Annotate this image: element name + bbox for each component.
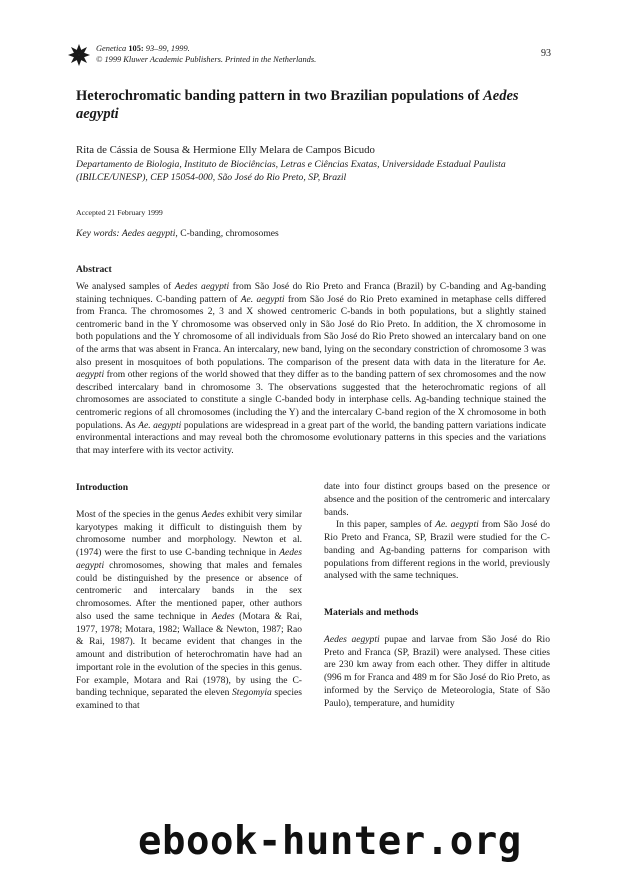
methods-species: Aedes aegypti [324, 633, 380, 645]
aim-species: Ae. aegypti [435, 519, 479, 531]
watermark: ebook-hunter.org [138, 819, 522, 864]
intro-genus: Aedes [201, 508, 225, 520]
right-column [324, 481, 550, 710]
intro-text: chromosomes, showing that males and females could be distinguished by the presence or absence of centromeric and intercalary bands in the sex chromosomes. After the mentioned paper, other authors also used the same technique in [76, 559, 302, 622]
title-text: Heterochromatic banding pattern in two Brazilian populations of [76, 88, 484, 104]
keywords-label: Key words: Aedes aegypti [76, 228, 176, 239]
aim-text: In this paper, samples of [336, 519, 436, 531]
intro-species: Aedes aegypti [76, 547, 302, 571]
intro-text: (Motara & Rai, 1977, 1978; Motara, 1982; Wallace & Newton, 1987; Rao & Rai, 1987). It became evident that changes in the amount and distribution of heterochromatin have had an important role in the evolution of the species in this genus. For example, Motara and Rai (1978), by using the C-banding technique, separated the eleven [76, 610, 303, 699]
methods-heading: Materials and methods [324, 607, 419, 618]
journal-name: Genetica [96, 44, 127, 53]
affiliation [76, 159, 546, 184]
abstract-species: Ae. aegypti [240, 293, 285, 305]
article-title [76, 88, 546, 123]
publisher-logo [68, 44, 90, 66]
page-number: 93 [541, 48, 551, 59]
left-column [76, 482, 302, 713]
intro-continued-paragraph: date into four distinct groups based on the presence or absence and the position of the centromeric and intercalary bands. [324, 481, 550, 518]
intro-aim-paragraph [324, 519, 550, 583]
abstract-species: Ae. aegypti [76, 356, 546, 381]
abstract-text: from other regions of the world showed that they differ as to the banding pattern of sex chromosomes and the now described intercalary band in chromosome 3. The observations suggested that the heterochromatic regions of all chromosomes are associated to constitute a single C-banded body in interphase cells. Ag-banding technique stained the centromeric regions of all chromosomes (including the Y) and the intercalary C-band region of the X chromosome in both populations. As [76, 369, 546, 431]
abstract-text: We analysed samples of [76, 281, 175, 292]
abstract-heading: Abstract [76, 264, 112, 275]
abstract-text: populations are widespread in a great part of the world, the banding pattern variations indicate environmental interactions and may reveal both the chromosome evolutionary patterns in this species and the variations that may interfere with its vector activity. [76, 419, 546, 456]
journal-citation [96, 44, 316, 65]
abstract-body [76, 281, 546, 457]
intro-text: species examined to that [76, 687, 302, 711]
accepted-date: Accepted 21 February 1999 [76, 208, 163, 217]
intro-subgenus: Stegomyia [232, 687, 272, 699]
intro-genus: Aedes [211, 610, 235, 622]
authors: Rita de Cássia de Sousa & Hermione Elly Melara de Campos Bicudo [76, 144, 375, 156]
affiliation-line-1: Departamento de Biologia, Instituto de Biociências, Letras e Ciências Exatas, Universidade Estadual Paulista [76, 159, 506, 170]
abstract-text: from São José do Rio Preto examined in metaphase cells differed from Franca. The chromosomes 2, 3 and X showed centromeric C-bands in both populations, but a slightly stained centromeric band in the Y chromosome was observed only in São José do Rio Preto. In addition, the X chromosome in both populations and the Y chromosome of all individuals from São José do Rio Preto showed an intercalary band on one of the arms that was absent in Franca. An intercalary, new band, lying on the secondary constriction of chromosome 3 was also present in mosquitoes of both populations. The comparison of the present data with data in the literature for [76, 293, 546, 368]
keywords [76, 228, 279, 239]
journal-pages: 93–99, 1999. [145, 44, 190, 53]
copyright-line: © 1999 Kluwer Academic Publishers. Printed in the Netherlands. [96, 54, 317, 64]
journal-volume: 105: [128, 44, 144, 53]
abstract-species: Aedes aegypti [174, 281, 230, 292]
keywords-rest: , C-banding, chromosomes [175, 228, 279, 239]
affiliation-line-2: (IBILCE/UNESP), CEP 15054-000, São José do Rio Preto, SP, Brazil [76, 171, 347, 183]
abstract-species: Ae. aegypti [138, 419, 182, 431]
introduction-paragraph [76, 509, 302, 713]
intro-text: Most of the species in the genus [76, 508, 202, 520]
methods-paragraph [324, 634, 550, 711]
title-species: Aedes aegypti [76, 88, 519, 122]
intro-text: exhibit very similar karyotypes making it difficult to distinguish them by chromosome number and morphology. Newton et al. (1974) were the first to use C-banding technique in [76, 508, 303, 558]
introduction-heading: Introduction [76, 482, 129, 493]
aim-text: from São José do Rio Preto and Franca, SP, Brazil were studied for the C-banding and Ag-banding patterns for comparison with populations from different regions in the world, previously analysed with the same techniques. [324, 519, 550, 582]
abstract-text: from São José do Rio Preto and Franca (Brazil) by C-banding and Ag-banding staining techniques. C-banding pattern of [76, 281, 547, 305]
methods-text: pupae and larvae from São José do Rio Preto and Franca (SP, Brazil) were analysed. These cities are 230 km away from each other. They differ in altitude (996 m for Franca and 489 m for São José do Rio Preto, as informed by the Serviço de Meteorologia, State of São Paulo), temperature, and humidity [324, 633, 550, 709]
